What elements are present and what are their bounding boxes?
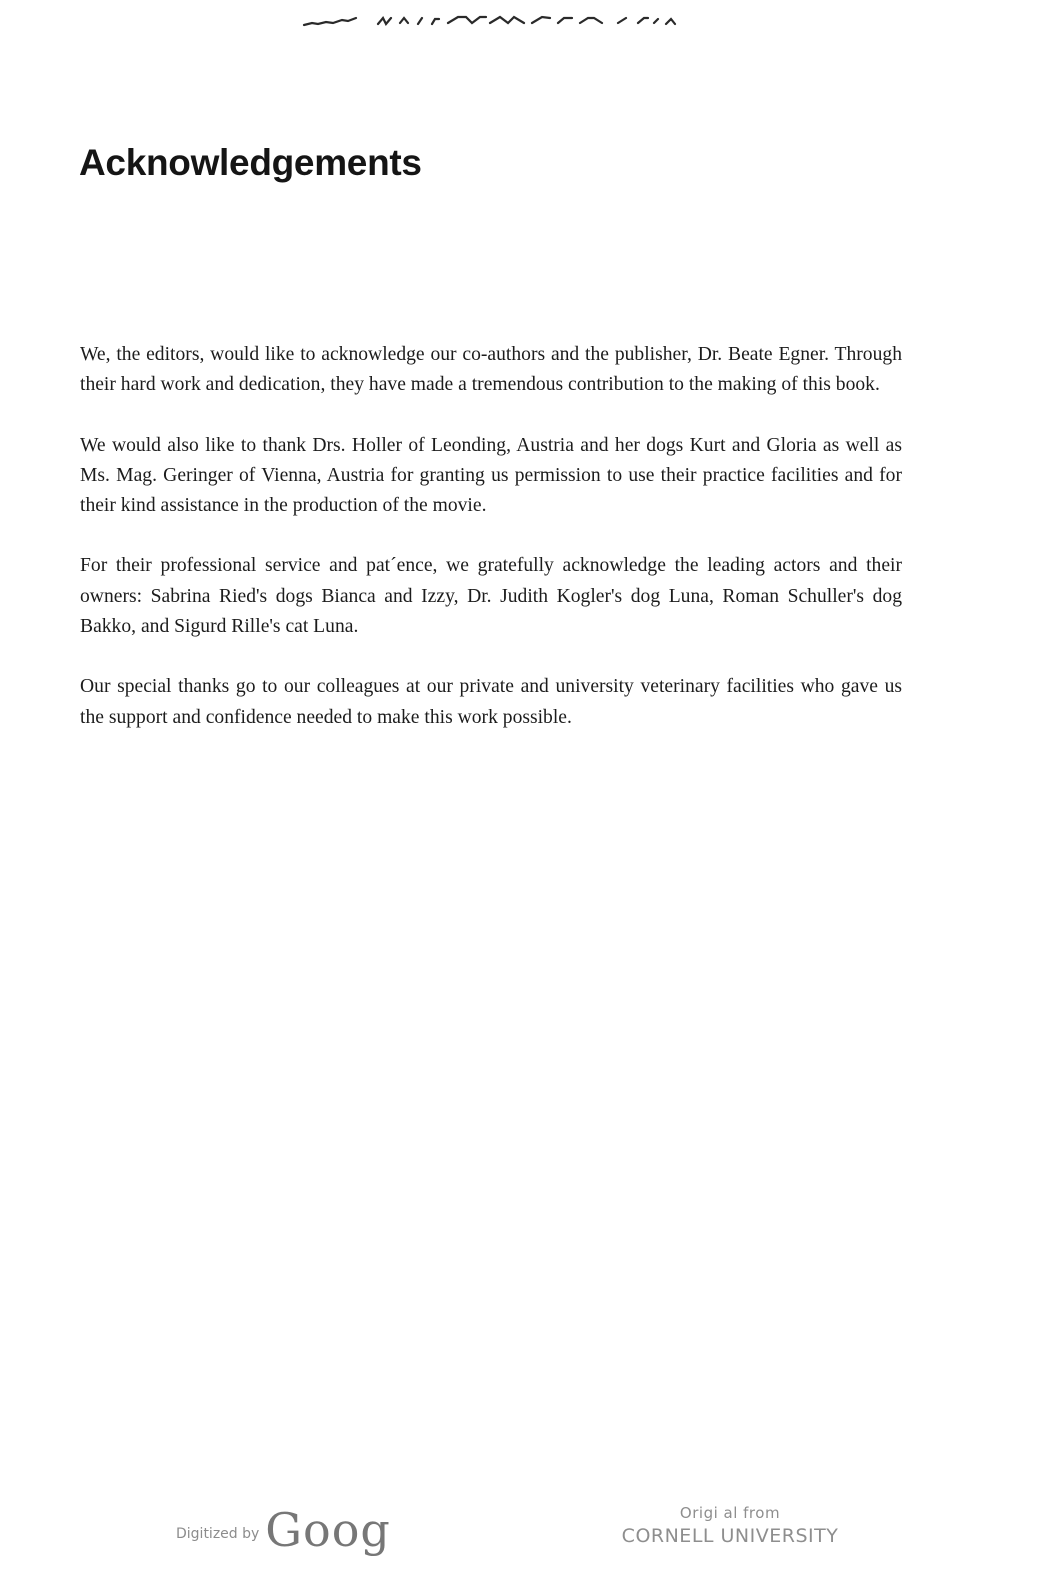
scan-artifact-header [300, 12, 700, 30]
institution-label: CORNELL UNIVERSITY [621, 1525, 839, 1547]
body-text [80, 340, 902, 763]
paragraph-3: For their professional service and pat´ence, we gratefully acknowledge the leading actors and their owners: Sabrina Ried's dogs Bianca and Izzy, Dr. Judith Kogler's dog Luna, Roman Schuller's dog Bakko, and Sigurd Rille's cat Luna. [80, 555, 902, 638]
original-from-label: Origi al from [679, 1504, 781, 1522]
digitized-by-watermark [176, 1500, 391, 1560]
page-title: Acknowledgements [79, 142, 422, 183]
digitized-prefix: Digitized by [176, 1526, 260, 1542]
paragraph-2: We would also like to thank Drs. Holler of Leonding, Austria and her dogs Kurt and Gloria as well as Ms. Mag. Geringer of Vienna, Austria for granting us permission to use their practice facilities and for their kind assistance in the production of the movie. [80, 434, 902, 517]
google-logo: Goog [265, 1503, 391, 1557]
paragraph-1: We, the editors, would like to acknowledge our co-authors and the publisher, Dr. Beate Egner. Through their hard work and dedication, they have made a tremendous contribution to the making of this book. [80, 344, 902, 396]
original-from-watermark [620, 1502, 840, 1548]
paragraph-4: Our special thanks go to our colleagues at our private and university veterinary facilities who gave us the support and confidence needed to make this work possible. [80, 676, 902, 728]
